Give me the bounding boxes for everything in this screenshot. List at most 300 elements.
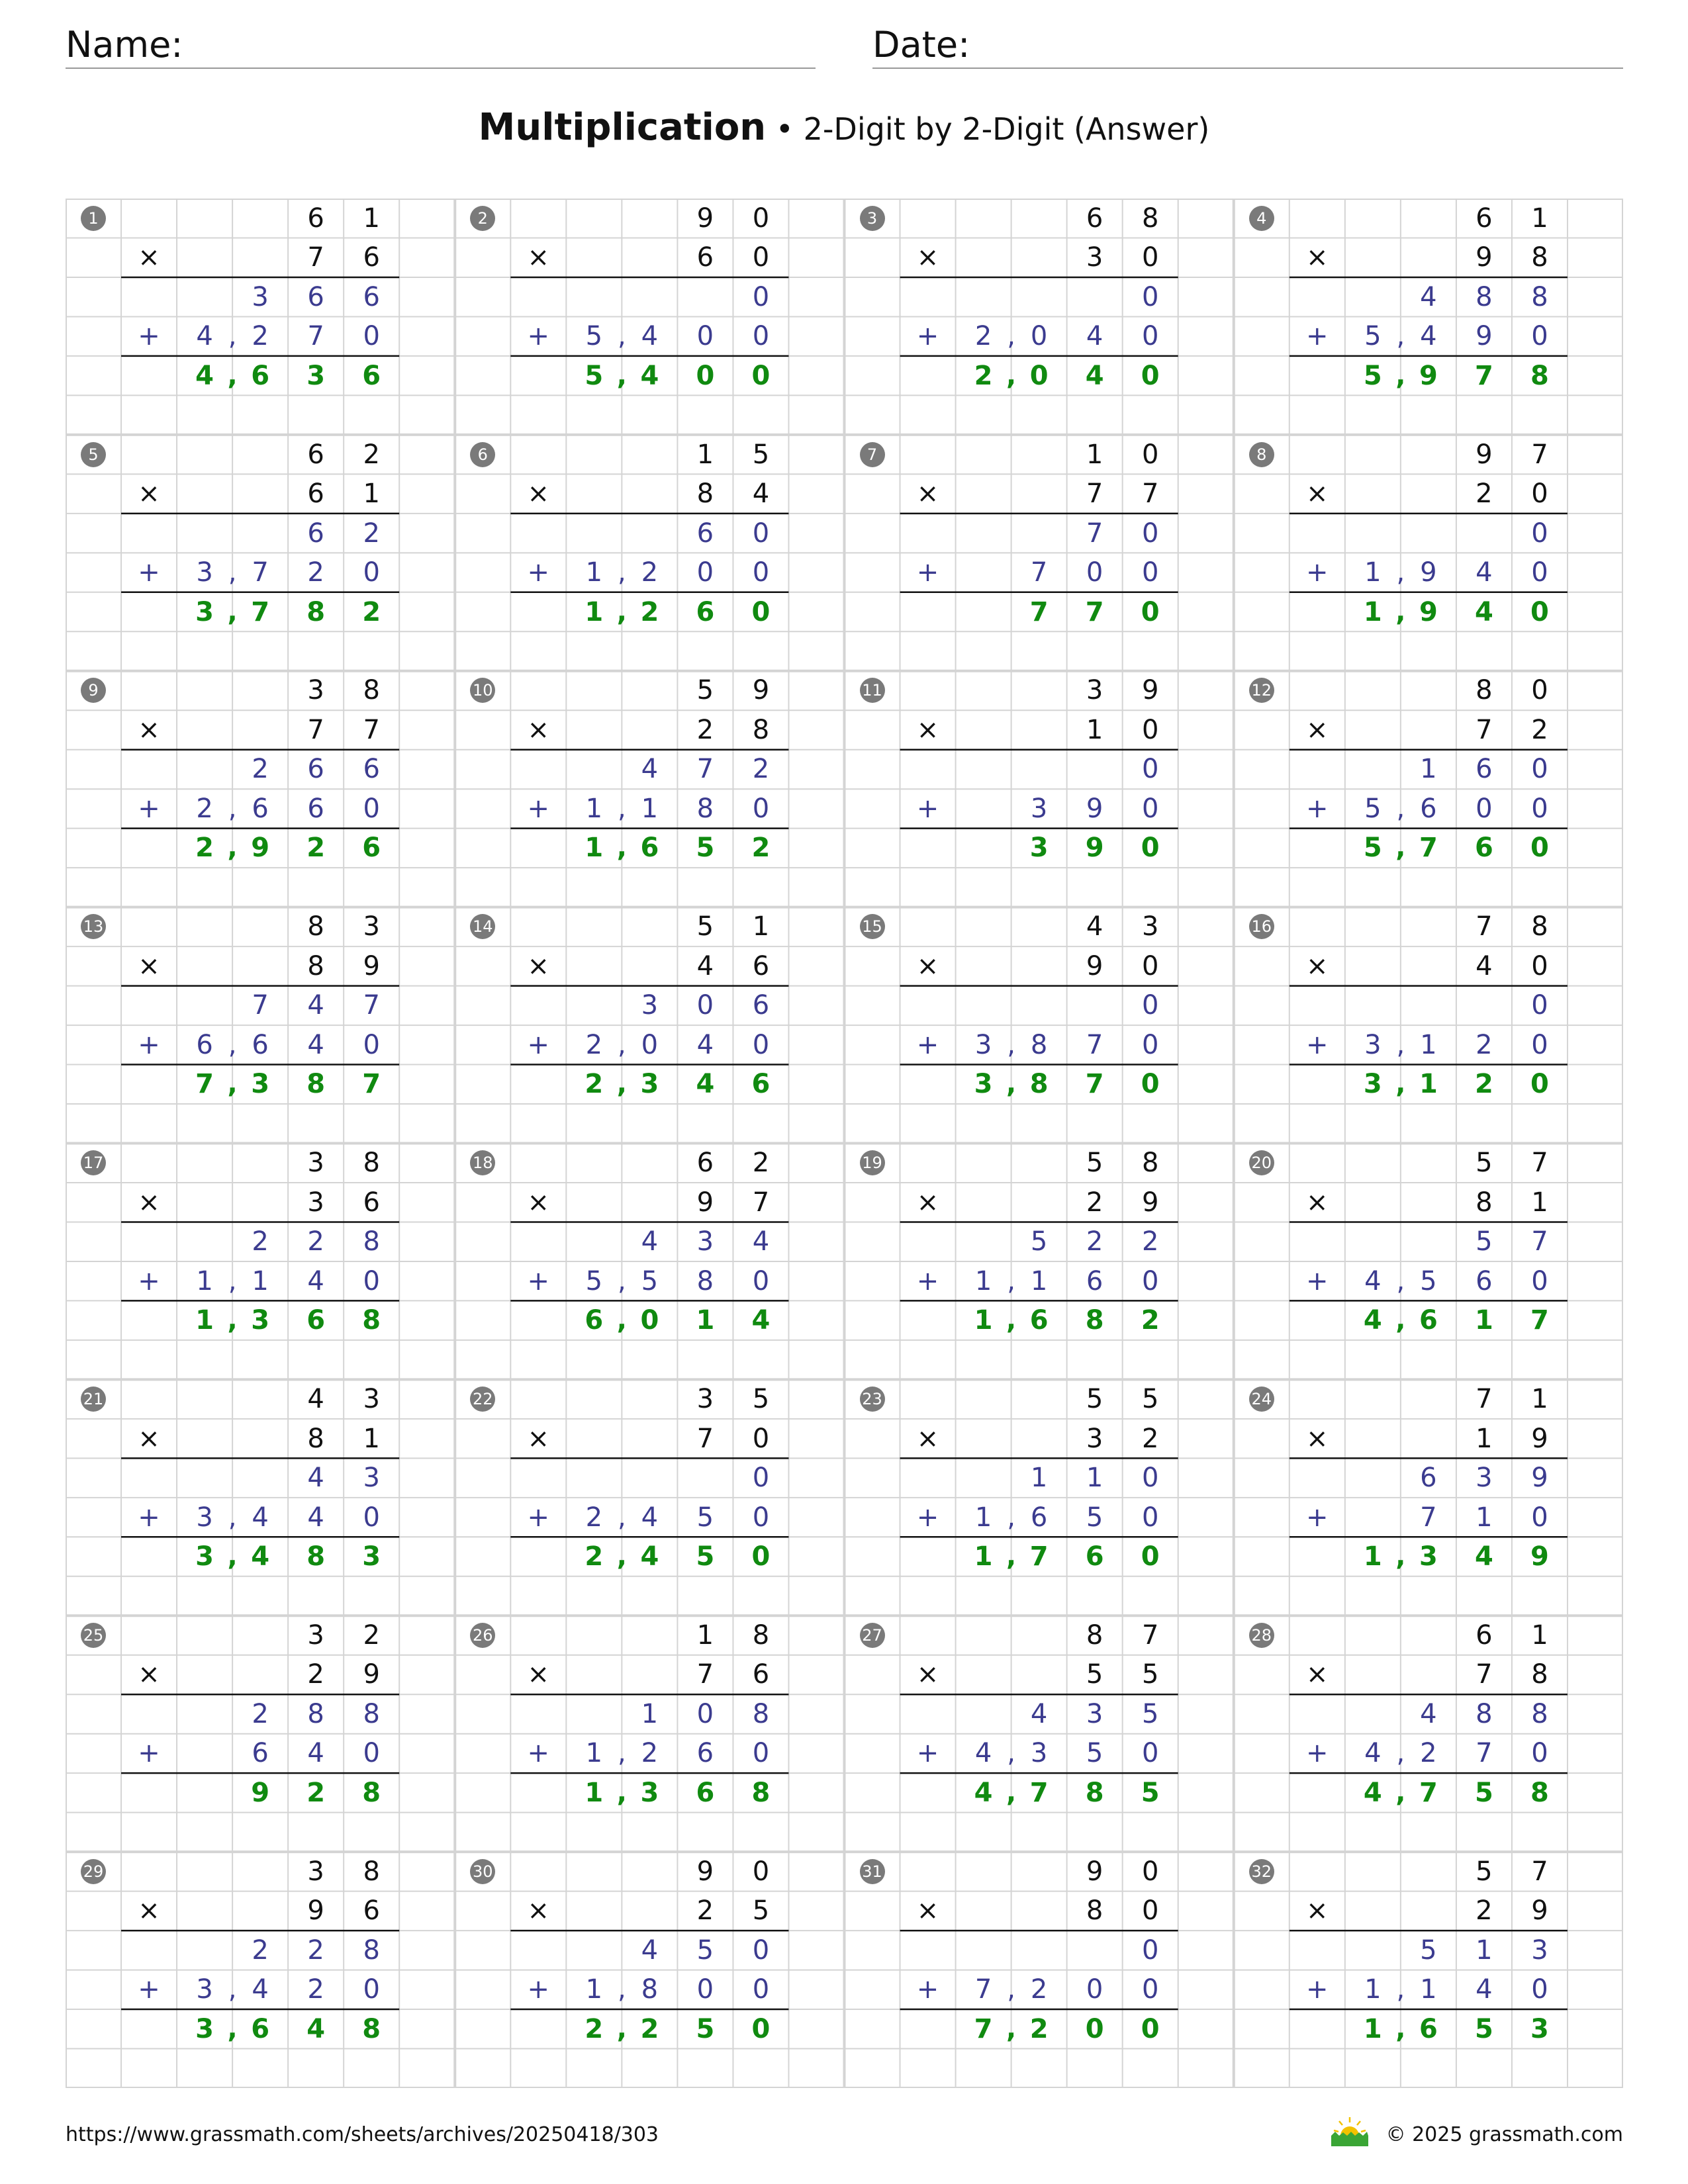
multiplicand-digit: 0 xyxy=(1531,675,1548,706)
multiplicand-digit: 3 xyxy=(1086,675,1103,706)
partial-product-digit: 4 xyxy=(641,321,659,352)
answer-digit: 2 xyxy=(640,2013,659,2044)
partial-product-digit: 8 xyxy=(1531,281,1548,312)
partial-product-digit: 6 xyxy=(252,793,269,824)
answer-digit: 2 xyxy=(1474,1069,1493,1100)
answer-digit: 6 xyxy=(306,1305,326,1336)
partial-product-digit: 6 xyxy=(1420,1463,1437,1494)
partial-product-digit: 4 xyxy=(252,1974,269,2005)
problem-number-badge: 15 xyxy=(860,914,885,939)
answer-comma: , xyxy=(1006,1069,1017,1100)
partial-product-digit: 5 xyxy=(1420,1265,1437,1297)
plus-sign: + xyxy=(527,1265,550,1297)
multiplicand-digit: 5 xyxy=(752,1384,770,1415)
partial-product-digit: 0 xyxy=(696,1698,714,1729)
answer-digit: 2 xyxy=(585,1541,604,1572)
answer-comma: , xyxy=(1395,833,1406,864)
answer-digit: 2 xyxy=(306,833,326,864)
multiplicand-digit: 7 xyxy=(1141,1619,1159,1651)
partial-product-comma: , xyxy=(228,1265,237,1297)
problem-number-badge: 14 xyxy=(470,914,495,939)
multiplicand-digit: 7 xyxy=(1531,439,1548,470)
partial-product-digit: 1 xyxy=(1030,1463,1048,1494)
plus-sign: + xyxy=(1306,1265,1329,1297)
multiplicand-digit: 5 xyxy=(752,439,770,470)
partial-product-digit: 3 xyxy=(1364,1029,1382,1060)
footer-url[interactable]: https://www.grassmath.com/sheets/archives/20250418/303 xyxy=(66,2123,659,2146)
answer-comma: , xyxy=(227,2013,238,2044)
partial-product-digit: 6 xyxy=(1420,793,1437,824)
multiplicand-digit: 0 xyxy=(1141,439,1159,470)
partial-product-digit: 5 xyxy=(1086,1738,1103,1769)
multiplier-digit: 7 xyxy=(752,1187,770,1218)
partial-product-digit: 6 xyxy=(1086,1265,1103,1297)
partial-product-comma: , xyxy=(1396,1738,1405,1769)
answer-digit: 5 xyxy=(1363,833,1382,864)
partial-product-digit: 5 xyxy=(1420,1934,1437,1966)
multiplicand-digit: 3 xyxy=(307,675,324,706)
times-sign: × xyxy=(916,1659,939,1690)
multiplier-digit: 9 xyxy=(1141,1187,1159,1218)
partial-product-digit: 1 xyxy=(1030,1265,1048,1297)
multiplicand-digit: 6 xyxy=(307,203,324,234)
multiplicand-digit: 9 xyxy=(1141,675,1159,706)
multiplicand-digit: 2 xyxy=(752,1148,770,1179)
multiplier-digit: 9 xyxy=(363,1659,380,1690)
multiplier-digit: 0 xyxy=(1531,950,1548,981)
answer-digit: 9 xyxy=(251,1777,270,1808)
multiplicand-digit: 9 xyxy=(1086,1856,1103,1887)
multiplier-digit: 0 xyxy=(752,242,770,273)
multiplicand-digit: 3 xyxy=(307,1619,324,1651)
times-sign: × xyxy=(527,950,550,981)
multiplicand-digit: 8 xyxy=(307,911,324,942)
partial-product-digit: 0 xyxy=(1531,321,1548,352)
multiplier-digit: 7 xyxy=(696,1659,714,1690)
multiplier-digit: 2 xyxy=(307,1659,324,1690)
multiplicand-digit: 1 xyxy=(696,1619,714,1651)
partial-product-digit: 3 xyxy=(1086,1698,1103,1729)
partial-product-digit: 1 xyxy=(1420,1029,1437,1060)
times-sign: × xyxy=(527,242,550,273)
multiplier-digit: 3 xyxy=(1086,1423,1103,1454)
multiplicand-digit: 7 xyxy=(1476,911,1493,942)
multiplier-digit: 8 xyxy=(1531,242,1548,273)
partial-product-digit: 1 xyxy=(585,1974,603,2005)
answer-digit: 5 xyxy=(1141,1777,1160,1808)
multiplicand-digit: 0 xyxy=(752,203,770,234)
answer-digit: 1 xyxy=(974,1541,993,1572)
plus-sign: + xyxy=(527,1974,550,2005)
answer-digit: 0 xyxy=(751,1541,771,1572)
partial-product-comma: , xyxy=(617,1738,626,1769)
partial-product-digit: 7 xyxy=(1531,1226,1548,1257)
answer-digit: 1 xyxy=(195,1305,214,1336)
partial-product-digit: 0 xyxy=(696,990,714,1021)
partial-product-digit: 4 xyxy=(641,754,659,785)
multiplier-digit: 9 xyxy=(696,1187,714,1218)
multiplier-digit: 7 xyxy=(307,714,324,745)
plus-sign: + xyxy=(138,1738,160,1769)
answer-digit: 8 xyxy=(306,596,326,627)
answer-digit: 0 xyxy=(1029,360,1049,391)
answer-comma: , xyxy=(616,1777,627,1808)
multiplicand-digit: 8 xyxy=(363,675,380,706)
partial-product-digit: 0 xyxy=(1141,1974,1159,2005)
partial-product-digit: 5 xyxy=(1364,321,1382,352)
partial-product-digit: 2 xyxy=(1420,1738,1437,1769)
partial-product-digit: 7 xyxy=(1086,518,1103,549)
partial-product-digit: 0 xyxy=(1531,1738,1548,1769)
answer-digit: 8 xyxy=(362,2013,381,2044)
times-sign: × xyxy=(138,950,160,981)
partial-product-digit: 8 xyxy=(1531,1698,1548,1729)
partial-product-digit: 0 xyxy=(1531,1265,1548,1297)
answer-digit: 2 xyxy=(1141,1305,1160,1336)
multiplicand-digit: 7 xyxy=(1531,1856,1548,1887)
times-sign: × xyxy=(916,1423,939,1454)
multiplier-digit: 6 xyxy=(696,242,714,273)
multiplicand-digit: 8 xyxy=(1086,1619,1103,1651)
times-sign: × xyxy=(527,1187,550,1218)
partial-product-digit: 6 xyxy=(252,1738,269,1769)
multiplier-digit: 9 xyxy=(363,950,380,981)
answer-digit: 6 xyxy=(751,1069,771,1100)
partial-product-digit: 2 xyxy=(641,1738,659,1769)
partial-product-digit: 4 xyxy=(641,1502,659,1533)
answer-digit: 4 xyxy=(974,1777,993,1808)
partial-product-digit: 8 xyxy=(641,1974,659,2005)
times-sign: × xyxy=(1306,1659,1329,1690)
answer-digit: 2 xyxy=(751,833,771,864)
partial-product-comma: , xyxy=(228,1029,237,1060)
partial-product-digit: 6 xyxy=(252,1029,269,1060)
plus-sign: + xyxy=(1306,1974,1329,2005)
answer-digit: 0 xyxy=(1530,596,1549,627)
multiplicand-digit: 1 xyxy=(1531,1619,1548,1651)
plus-sign: + xyxy=(527,1502,550,1533)
multiplicand-digit: 6 xyxy=(1086,203,1103,234)
answer-digit: 6 xyxy=(251,360,270,391)
partial-product-digit: 0 xyxy=(752,557,770,588)
partial-product-digit: 7 xyxy=(1476,1738,1493,1769)
answer-digit: 6 xyxy=(1474,833,1493,864)
answer-digit: 6 xyxy=(1029,1305,1049,1336)
partial-product-digit: 1 xyxy=(1476,1502,1493,1533)
plus-sign: + xyxy=(138,1502,160,1533)
partial-product-digit: 0 xyxy=(1141,1502,1159,1533)
answer-digit: 0 xyxy=(1141,1541,1160,1572)
partial-product-digit: 5 xyxy=(696,1934,714,1966)
problem-number-badge: 12 xyxy=(1249,678,1274,703)
partial-product-digit: 3 xyxy=(1476,1463,1493,1494)
partial-product-digit: 0 xyxy=(363,1502,380,1533)
multiplier-digit: 2 xyxy=(696,714,714,745)
plus-sign: + xyxy=(138,321,160,352)
partial-product-comma: , xyxy=(228,793,237,824)
multiplier-digit: 6 xyxy=(363,242,380,273)
times-sign: × xyxy=(138,1659,160,1690)
partial-product-digit: 0 xyxy=(696,321,714,352)
problem-number-badge: 29 xyxy=(81,1859,106,1884)
partial-product-digit: 8 xyxy=(1030,1029,1048,1060)
problem-number-badge: 27 xyxy=(860,1623,885,1648)
multiplier-digit: 7 xyxy=(1476,714,1493,745)
partial-product-comma: , xyxy=(1396,1029,1405,1060)
answer-digit: 5 xyxy=(696,833,715,864)
partial-product-digit: 0 xyxy=(1531,793,1548,824)
multiplicand-digit: 8 xyxy=(1476,675,1493,706)
answer-digit: 5 xyxy=(1363,360,1382,391)
answer-digit: 1 xyxy=(1363,2013,1382,2044)
multiplicand-digit: 6 xyxy=(696,1148,714,1179)
partial-product-digit: 0 xyxy=(1141,1463,1159,1494)
partial-product-comma: , xyxy=(1007,1974,1015,2005)
times-sign: × xyxy=(138,242,160,273)
title-main: Multiplication xyxy=(478,106,767,149)
partial-product-comma: , xyxy=(617,1265,626,1297)
partial-product-digit: 0 xyxy=(1141,754,1159,785)
partial-product-digit: 0 xyxy=(752,281,770,312)
answer-digit: 6 xyxy=(1419,1305,1438,1336)
answer-digit: 6 xyxy=(362,360,381,391)
answer-comma: , xyxy=(1395,1305,1406,1336)
multiplier-digit: 0 xyxy=(1141,714,1159,745)
answer-digit: 2 xyxy=(585,1069,604,1100)
partial-product-digit: 5 xyxy=(585,1265,603,1297)
partial-product-digit: 6 xyxy=(307,754,324,785)
multiplier-digit: 3 xyxy=(1086,242,1103,273)
answer-digit: 0 xyxy=(751,360,771,391)
multiplier-digit: 6 xyxy=(363,1895,380,1927)
problem-number-badge: 1 xyxy=(81,206,106,231)
problem-number-badge: 6 xyxy=(470,442,495,467)
answer-comma: , xyxy=(227,1069,238,1100)
answer-comma: , xyxy=(227,833,238,864)
multiplicand-digit: 7 xyxy=(1476,1384,1493,1415)
multiplier-digit: 8 xyxy=(696,478,714,510)
plus-sign: + xyxy=(138,1974,160,2005)
problem-number-badge: 8 xyxy=(1249,442,1274,467)
answer-digit: 8 xyxy=(751,1777,771,1808)
answer-digit: 9 xyxy=(1085,833,1104,864)
problem-number-badge: 9 xyxy=(81,678,106,703)
partial-product-digit: 2 xyxy=(1030,1974,1048,2005)
multiplier-digit: 7 xyxy=(696,1423,714,1454)
partial-product-digit: 4 xyxy=(1364,1265,1382,1297)
partial-product-digit: 4 xyxy=(1420,281,1437,312)
plus-sign: + xyxy=(916,321,939,352)
partial-product-digit: 8 xyxy=(696,1265,714,1297)
times-sign: × xyxy=(138,478,160,510)
answer-digit: 3 xyxy=(195,1541,214,1572)
multiplier-digit: 9 xyxy=(1531,1895,1548,1927)
answer-digit: 4 xyxy=(640,1541,659,1572)
answer-digit: 8 xyxy=(1029,1069,1049,1100)
partial-product-digit: 7 xyxy=(363,990,380,1021)
multiplier-digit: 1 xyxy=(1476,1423,1493,1454)
partial-product-digit: 4 xyxy=(641,1934,659,1966)
times-sign: × xyxy=(1306,1895,1329,1927)
multiplier-digit: 2 xyxy=(1476,478,1493,510)
problem-number-badge: 11 xyxy=(860,678,885,703)
problem-number-badge: 10 xyxy=(470,678,495,703)
partial-product-digit: 7 xyxy=(252,557,269,588)
partial-product-digit: 2 xyxy=(252,1698,269,1729)
partial-product-comma: , xyxy=(1007,321,1015,352)
answer-digit: 5 xyxy=(696,2013,715,2044)
partial-product-digit: 5 xyxy=(1364,793,1382,824)
partial-product-digit: 1 xyxy=(1476,1934,1493,1966)
partial-product-comma: , xyxy=(617,793,626,824)
answer-digit: 3 xyxy=(1530,2013,1549,2044)
multiplicand-digit: 3 xyxy=(307,1856,324,1887)
name-label: Name: xyxy=(66,24,183,66)
answer-digit: 9 xyxy=(1419,360,1438,391)
partial-product-digit: 6 xyxy=(307,281,324,312)
partial-product-digit: 0 xyxy=(1141,793,1159,824)
partial-product-digit: 8 xyxy=(752,1698,770,1729)
partial-product-digit: 2 xyxy=(252,1226,269,1257)
partial-product-digit: 2 xyxy=(752,754,770,785)
page-title xyxy=(0,106,1688,149)
answer-digit: 0 xyxy=(1530,1069,1549,1100)
problem-number-badge: 18 xyxy=(470,1150,495,1175)
partial-product-digit: 0 xyxy=(1531,754,1548,785)
answer-digit: 3 xyxy=(974,1069,993,1100)
answer-digit: 3 xyxy=(251,1305,270,1336)
multiplicand-digit: 2 xyxy=(363,1619,380,1651)
partial-product-digit: 0 xyxy=(1141,281,1159,312)
multiplicand-digit: 5 xyxy=(1086,1148,1103,1179)
partial-product-digit: 0 xyxy=(1141,1265,1159,1297)
answer-digit: 8 xyxy=(1085,1777,1104,1808)
partial-product-digit: 2 xyxy=(196,793,213,824)
answer-digit: 0 xyxy=(1085,2013,1104,2044)
problem-number-badge: 24 xyxy=(1249,1387,1274,1412)
times-sign: × xyxy=(138,1423,160,1454)
answer-comma: , xyxy=(1395,596,1406,627)
partial-product-digit: 0 xyxy=(1531,1029,1548,1060)
partial-product-digit: 4 xyxy=(641,1226,659,1257)
answer-digit: 0 xyxy=(1141,2013,1160,2044)
times-sign: × xyxy=(1306,242,1329,273)
answer-digit: 2 xyxy=(1029,2013,1049,2044)
answer-digit: 4 xyxy=(696,1069,715,1100)
partial-product-digit: 3 xyxy=(1030,1738,1048,1769)
partial-product-digit: 5 xyxy=(696,1502,714,1533)
plus-sign: + xyxy=(527,557,550,588)
partial-product-comma: , xyxy=(1007,1738,1015,1769)
partial-product-digit: 1 xyxy=(585,1738,603,1769)
multiplicand-digit: 1 xyxy=(696,439,714,470)
plus-sign: + xyxy=(1306,321,1329,352)
partial-product-digit: 0 xyxy=(752,1738,770,1769)
problem-number-badge: 32 xyxy=(1249,1859,1274,1884)
partial-product-digit: 0 xyxy=(1141,557,1159,588)
answer-comma: , xyxy=(616,1069,627,1100)
multiplicand-digit: 8 xyxy=(1141,1148,1159,1179)
answer-digit: 8 xyxy=(1085,1305,1104,1336)
partial-product-digit: 0 xyxy=(363,1029,380,1060)
multiplier-digit: 9 xyxy=(1086,950,1103,981)
answer-digit: 4 xyxy=(640,360,659,391)
multiplier-digit: 7 xyxy=(307,242,324,273)
answer-digit: 7 xyxy=(195,1069,214,1100)
answer-digit: 7 xyxy=(1419,833,1438,864)
partial-product-digit: 3 xyxy=(252,281,269,312)
partial-product-digit: 7 xyxy=(1030,557,1048,588)
answer-digit: 1 xyxy=(585,1777,604,1808)
multiplier-digit: 6 xyxy=(752,950,770,981)
partial-product-digit: 7 xyxy=(696,754,714,785)
answer-digit: 3 xyxy=(1029,833,1049,864)
multiplicand-digit: 8 xyxy=(363,1148,380,1179)
partial-product-digit: 2 xyxy=(641,557,659,588)
partial-product-digit: 2 xyxy=(585,1502,603,1533)
partial-product-digit: 7 xyxy=(1420,1502,1437,1533)
answer-comma: , xyxy=(1395,2013,1406,2044)
plus-sign: + xyxy=(1306,557,1329,588)
multiplier-digit: 4 xyxy=(696,950,714,981)
partial-product-digit: 9 xyxy=(1086,793,1103,824)
multiplicand-digit: 3 xyxy=(307,1148,324,1179)
partial-product-digit: 0 xyxy=(1531,518,1548,549)
multiplicand-digit: 8 xyxy=(752,1619,770,1651)
multiplier-digit: 9 xyxy=(1531,1423,1548,1454)
partial-product-comma: , xyxy=(617,321,626,352)
answer-digit: 3 xyxy=(362,1541,381,1572)
answer-comma: , xyxy=(227,1541,238,1572)
multiplier-digit: 5 xyxy=(1086,1659,1103,1690)
multiplicand-digit: 9 xyxy=(1476,439,1493,470)
answer-comma: , xyxy=(616,2013,627,2044)
answer-comma: , xyxy=(1006,1305,1017,1336)
answer-digit: 7 xyxy=(251,596,270,627)
footer-copyright: © 2025 grassmath.com xyxy=(1385,2123,1623,2146)
partial-product-digit: 6 xyxy=(1476,1265,1493,1297)
partial-product-digit: 9 xyxy=(1476,321,1493,352)
answer-digit: 3 xyxy=(640,1069,659,1100)
multiplier-digit: 8 xyxy=(307,950,324,981)
answer-digit: 3 xyxy=(1363,1069,1382,1100)
answer-digit: 7 xyxy=(1085,1069,1104,1100)
partial-product-digit: 8 xyxy=(307,1698,324,1729)
answer-digit: 0 xyxy=(751,596,771,627)
answer-digit: 0 xyxy=(1141,360,1160,391)
partial-product-digit: 1 xyxy=(641,793,659,824)
times-sign: × xyxy=(527,1423,550,1454)
plus-sign: + xyxy=(916,557,939,588)
multiplier-digit: 7 xyxy=(1141,478,1159,510)
answer-digit: 9 xyxy=(1419,596,1438,627)
partial-product-digit: 1 xyxy=(974,1502,992,1533)
partial-product-digit: 0 xyxy=(1531,557,1548,588)
answer-comma: , xyxy=(616,596,627,627)
multiplicand-digit: 9 xyxy=(752,675,770,706)
partial-product-digit: 6 xyxy=(307,793,324,824)
partial-product-digit: 6 xyxy=(696,518,714,549)
partial-product-digit: 2 xyxy=(307,557,324,588)
partial-product-digit: 6 xyxy=(752,990,770,1021)
multiplier-digit: 9 xyxy=(1476,242,1493,273)
answer-digit: 7 xyxy=(1419,1777,1438,1808)
answer-digit: 4 xyxy=(751,1305,771,1336)
partial-product-digit: 0 xyxy=(752,1974,770,2005)
multiplicand-digit: 5 xyxy=(1476,1856,1493,1887)
partial-product-digit: 2 xyxy=(307,1934,324,1966)
multiplier-digit: 8 xyxy=(752,714,770,745)
